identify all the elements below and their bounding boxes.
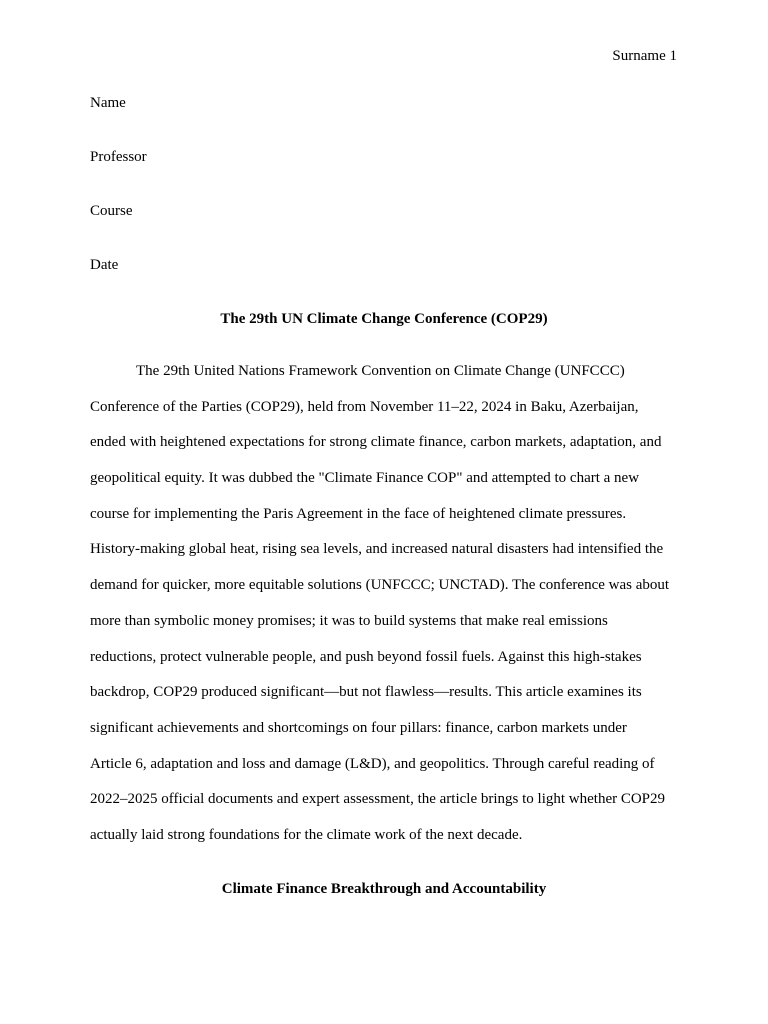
paragraph-line: ended with heightened expectations for strong climate finance, carbon markets, adaptation, and xyxy=(90,434,662,451)
student-name: Name xyxy=(90,95,126,111)
paragraph-line: significant achievements and shortcomings on four pillars: finance, carbon markets under xyxy=(90,719,627,736)
paragraph-line: 2022–2025 official documents and expert assessment, the article brings to light whether COP29 xyxy=(90,791,666,808)
paragraph-line: History-making global heat, rising sea levels, and increased natural disasters had intensified the xyxy=(90,541,664,558)
paragraph-line: reductions, protect vulnerable people, and push beyond fossil fuels. Against this high-stakes xyxy=(90,648,642,665)
date-line: Date xyxy=(90,257,119,273)
paragraph-line: actually laid strong foundations for the climate work of the next decade. xyxy=(90,826,523,843)
paragraph-line: course for implementing the Paris Agreement in the face of heightened climate pressures. xyxy=(90,505,627,522)
paragraph-line: demand for quicker, more equitable solutions (UNFCCC; UNCTAD). The conference was about xyxy=(90,577,670,594)
running-header: Surname 1 xyxy=(612,48,677,64)
course-name: Course xyxy=(90,203,133,219)
paper-title: The 29th UN Climate Change Conference (COP29) xyxy=(220,311,548,327)
paragraph-line: more than symbolic money promises; it was to build systems that make real emissions xyxy=(90,612,608,629)
paragraph-line: Article 6, adaptation and loss and damage (L&D), and geopolitics. Through careful reading of xyxy=(90,755,655,772)
intro-paragraph xyxy=(90,361,680,861)
section-heading: Climate Finance Breakthrough and Accountability xyxy=(221,881,547,897)
paragraph-line: backdrop, COP29 produced significant—but not flawless—results. This article examines its xyxy=(90,684,642,701)
professor-name: Professor xyxy=(90,149,147,165)
paragraph-line: The 29th United Nations Framework Convention on Climate Change (UNFCCC) xyxy=(136,363,625,379)
paragraph-line: geopolitical equity. It was dubbed the "Climate Finance COP" and attempted to chart a new xyxy=(90,470,640,487)
paragraph-line: Conference of the Parties (COP29), held from November 11–22, 2024 in Baku, Azerbaijan, xyxy=(90,398,639,415)
